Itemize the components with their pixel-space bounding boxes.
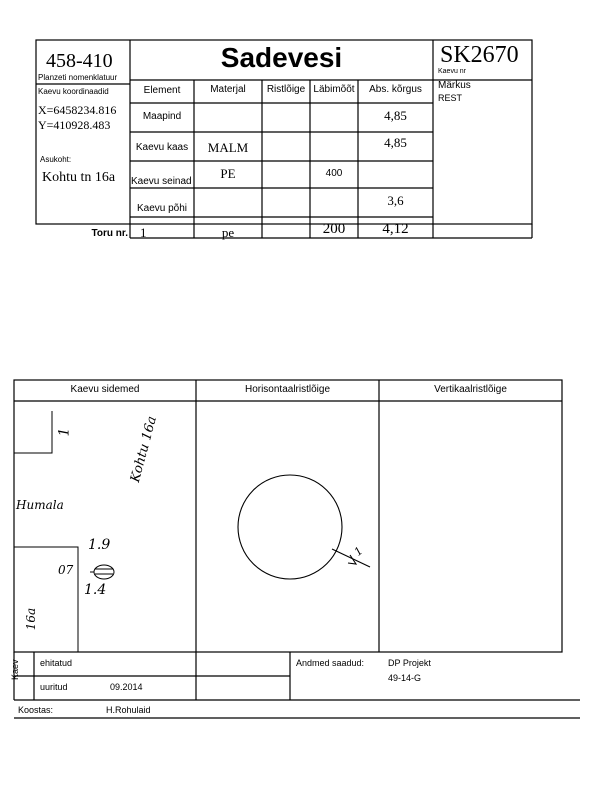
row-element-bottom: Kaevu põhi bbox=[136, 203, 188, 214]
sketch-level-top: 1.9 bbox=[88, 537, 111, 553]
col-header-material: Materjal bbox=[210, 84, 246, 95]
sketch-street-label: Kohtu 16a bbox=[128, 414, 160, 484]
row-height-lid: 4,85 bbox=[384, 135, 407, 150]
compiled-by-label: Koostas: bbox=[18, 705, 54, 715]
col-header-cross-section: Ristlõige bbox=[266, 84, 306, 95]
row-material-walls: PE bbox=[220, 166, 236, 181]
sketch-building-number: 16a bbox=[24, 607, 39, 631]
well-symbol bbox=[94, 565, 114, 579]
building-outline-top bbox=[14, 411, 52, 453]
row-element-walls: Kaevu seinad bbox=[131, 176, 192, 187]
connections-sketch bbox=[14, 401, 196, 652]
row-material-lid: MALM bbox=[207, 140, 249, 155]
pipe-mark-label: 1 bbox=[351, 544, 366, 559]
compiled-by-value: H.Rohulaid bbox=[106, 705, 151, 715]
well-circle bbox=[238, 475, 342, 579]
remarks-label: Märkus bbox=[438, 80, 471, 91]
sketch-side-mark: 07 bbox=[58, 563, 74, 577]
well-number: SK2670 bbox=[440, 42, 519, 68]
nomenclature-label: Planzeti nomenklatuur bbox=[38, 73, 118, 82]
location-value: Kohtu tn 16a bbox=[42, 170, 116, 185]
coordinates-label: Kaevu koordinaadid bbox=[38, 87, 109, 96]
coordinate-x: X=6458234.816 bbox=[38, 103, 117, 117]
pipe-row-number: 1 bbox=[140, 225, 147, 240]
kaev-label: Kaev bbox=[10, 659, 20, 680]
row-diameter-walls: 400 bbox=[325, 168, 343, 179]
row-element-ground: Maapind bbox=[142, 111, 182, 122]
sketch-top-number: 1 bbox=[56, 427, 73, 437]
pipe-row-diameter: 200 bbox=[322, 221, 346, 237]
data-from-label: Andmed saadud: bbox=[296, 658, 365, 668]
section-title-horizontal: Horisontaalristlõige bbox=[244, 384, 331, 395]
nomenclature-value: 458-410 bbox=[46, 50, 113, 72]
well-number-label: Kaevu nr bbox=[438, 68, 467, 75]
col-header-element: Element bbox=[143, 85, 181, 96]
data-from-reference: 49-14-G bbox=[388, 673, 422, 683]
coordinate-y: Y=410928.483 bbox=[38, 118, 111, 132]
section-title-connections: Kaevu sidemed bbox=[70, 384, 140, 395]
sketch-level-bottom: 1.4 bbox=[84, 582, 107, 598]
pipe-row-material: pe bbox=[221, 225, 235, 240]
col-header-diameter: Läbimõõt bbox=[313, 84, 355, 95]
remarks-value: REST bbox=[438, 93, 463, 103]
location-label: Asukoht: bbox=[40, 155, 72, 164]
section-title-vertical: Vertikaalristlõige bbox=[434, 384, 507, 395]
page-title: Sadevesi bbox=[220, 42, 343, 73]
horizontal-section-drawing bbox=[196, 401, 379, 652]
survey-date: 09.2014 bbox=[110, 682, 143, 692]
pipe-line bbox=[332, 549, 370, 567]
built-label: ehitatud bbox=[40, 658, 73, 668]
row-element-lid: Kaevu kaas bbox=[135, 142, 189, 153]
pipe-row-height: 4,12 bbox=[382, 221, 409, 237]
data-from-value: DP Projekt bbox=[388, 658, 431, 668]
sketch-humala-label: Humala bbox=[16, 498, 64, 512]
pipe-number-label: Toru nr. bbox=[91, 228, 128, 239]
col-header-abs-height: Abs. kõrgus bbox=[369, 84, 422, 95]
surveyed-label: uuritud bbox=[40, 682, 68, 692]
row-height-bottom: 3,6 bbox=[387, 193, 404, 208]
row-height-ground: 4,85 bbox=[384, 108, 407, 123]
